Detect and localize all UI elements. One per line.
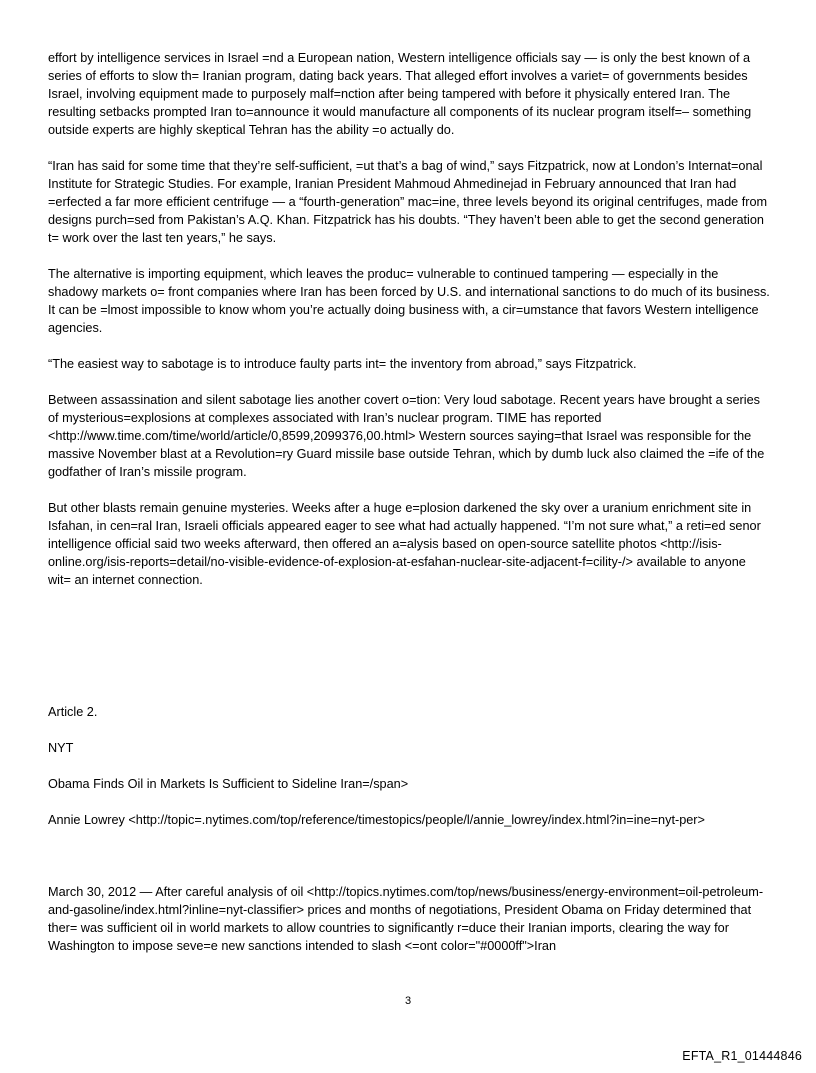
- byline: Annie Lowrey <http://topic=.nytimes.com/top/reference/timestopics/people/l/annie_lowrey/index.html?in=ine=nyt-per>: [48, 813, 705, 827]
- body-paragraph: But other blasts remain genuine mysteries. Weeks after a huge e=plosion darkened the sky over a uranium enrichment site in Isfahan, in cen=ral Iran, Israeli officials appeared eager to see what had actually happened. “I’m not sure what,” a reti=ed senor intelligence official said two weeks afterward, then offered an a=alysis based on open-source satellite photos <http://isis-online.org/isis-reports=detail/no-visible-evidence-of-explosion-at-esfahan-nuclear-site-adjacent-f=cility-/> available to anyone wit= an internet connection.: [48, 501, 761, 587]
- spacer: [48, 607, 770, 703]
- body-paragraph: March 30, 2012 — After careful analysis of oil <http://topics.nytimes.com/top/news/business/energy-environment=oil-petroleum-and-gasoline/index.html?inline=nyt-classifier> prices and months of negotiations, President Obama on Friday determined that ther= was sufficient oil in world markets to allow countries to significantly r=duce their Iranian imports, clearing the way for Washington to impose seve=e new sanctions intended to slash <=ont color="#0000ff">Iran: [48, 885, 764, 953]
- article-label: Article 2.: [48, 705, 98, 719]
- body-paragraph: effort by intelligence services in Israel =nd a European nation, Western intelligence officials say — is only the best known of a series of efforts to slow th= Iranian program, dating back years. That alleged effort involves a variet= of governments besides Israel, involving equipment made to purposely malf=nction after being tampered with before it physically entered Iran. The resulting setbacks prompted Iran to=announce it would manufacture all components of its nuclear program itself=– something outside experts are highly skeptical Tehran has the ability =o actually do.: [48, 51, 752, 137]
- headline: Obama Finds Oil in Markets Is Sufficient to Sideline Iran=/span>: [48, 777, 409, 791]
- document-id: EFTA_R1_01444846: [682, 1049, 802, 1063]
- source-label: NYT: [48, 741, 74, 755]
- body-paragraph: The alternative is importing equipment, which leaves the produc= vulnerable to continued tampering — especially in the shadowy markets o= front companies where Iran has been forced by U.S. and international sanctions to do much of its business. It can be =lmost impossible to know whom you’re actually doing business with, a cir=umstance that favors Western intelligence agencies.: [48, 267, 770, 335]
- body-paragraph: Between assassination and silent sabotage lies another covert o=tion: Very loud sabotage. Recent years have brought a series of mysterious=explosions at complexes associated with Iran’s nuclear program. TIME has reported <http://www.time.com/time/world/article/0,8599,2099376,00.html> Western sources saying=that Israel was responsible for the massive November blast at a Revolution=ry Guard missile base outside Tehran, which by dumb luck also claimed the =ife of the godfather of Iran’s missile program.: [48, 393, 765, 479]
- document-page: [48, 49, 770, 973]
- body-paragraph: “Iran has said for some time that they’re self-sufficient, =ut that’s a bag of wind,” says Fitzpatrick, now at London’s Internat=onal Institute for Strategic Studies. For example, Iranian President Mahmoud Ahmedinejad in February announced that Iran had =erfected a far more efficient centrifuge — a “fourth-generation” mac=ine, three levels beyond its original centrifuges, made from designs purch=sed from Pakistan’s A.Q. Khan. Fitzpatrick has his doubts. “They haven’t been able to get the second generation t= work over the last ten years,” he says.: [48, 159, 768, 245]
- body-paragraph: “The easiest way to sabotage is to introduce faulty parts int= the inventory from abroad,” says Fitzpatrick.: [48, 357, 637, 371]
- page-number: 3: [404, 995, 412, 1007]
- spacer: [48, 847, 770, 883]
